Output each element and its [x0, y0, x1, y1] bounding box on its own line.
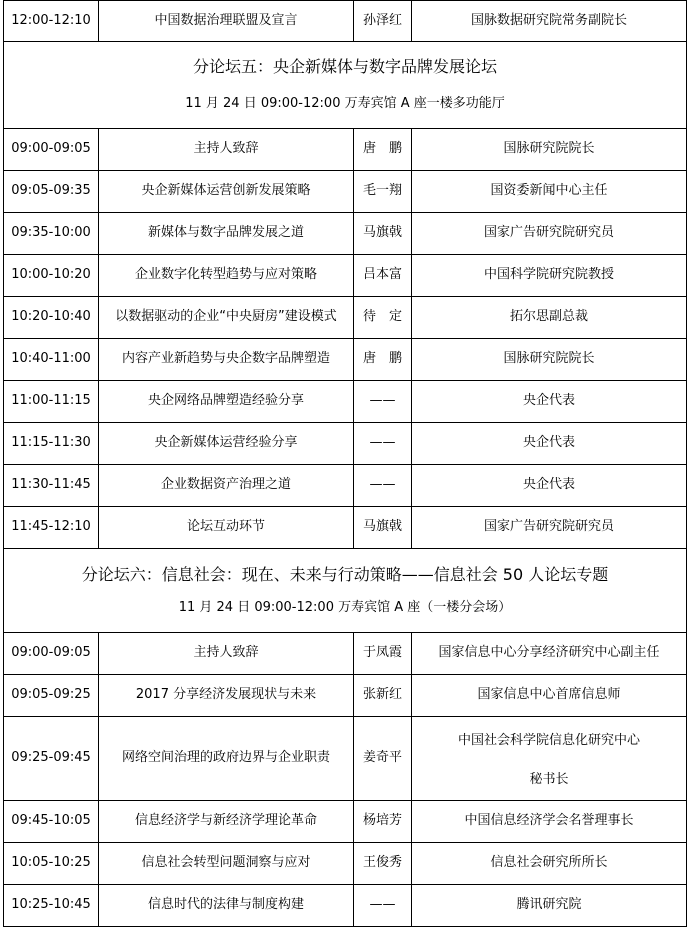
table-row	[4, 675, 687, 717]
org-cell: 国家广告研究院研究员	[412, 507, 687, 549]
speaker-cell: 待 定	[354, 297, 412, 339]
speaker-cell: 孙泽红	[354, 1, 412, 42]
time-cell: 10:20-10:40	[4, 297, 99, 339]
agenda-table	[3, 0, 687, 927]
table-row	[4, 129, 687, 171]
forum-subtitle: 11 月 24 日 09:00-12:00 万寿宾馆 A 座一楼多功能厅	[185, 96, 505, 111]
time-cell: 09:05-09:25	[4, 675, 99, 717]
speaker-cell: 唐 鹏	[354, 339, 412, 381]
forum-header-cell	[4, 42, 687, 129]
forum-header-cell	[4, 549, 687, 633]
topic-cell: 网络空间治理的政府边界与企业职责	[99, 717, 354, 801]
topic-cell: 央企新媒体运营经验分享	[99, 423, 354, 465]
org-cell: 中国信息经济学会名誉理事长	[412, 801, 687, 843]
org-cell	[412, 717, 687, 801]
speaker-cell: 马旗戟	[354, 213, 412, 255]
time-cell: 09:05-09:35	[4, 171, 99, 213]
org-cell: 国家信息中心分享经济研究中心副主任	[412, 633, 687, 675]
time-cell: 09:00-09:05	[4, 633, 99, 675]
topic-cell: 信息时代的法律与制度构建	[99, 885, 354, 927]
table-row	[4, 465, 687, 507]
org-line: 中国社会科学院信息化研究中心	[457, 733, 640, 749]
table-row	[4, 381, 687, 423]
org-cell: 国脉数据研究院常务副院长	[412, 1, 687, 42]
forum-header	[4, 549, 687, 633]
table-row	[4, 255, 687, 297]
org-cell: 拓尔思副总裁	[412, 297, 687, 339]
forum-title: 分论坛六：信息社会：现在、未来与行动策略——信息社会 50 人论坛专题	[81, 564, 609, 584]
org-cell: 中国科学院研究院教授	[412, 255, 687, 297]
topic-cell: 企业数字化转型趋势与应对策略	[99, 255, 354, 297]
topic-cell: 主持人致辞	[99, 633, 354, 675]
topic-cell: 以数据驱动的企业“中央厨房”建设模式	[99, 297, 354, 339]
topic-cell: 主持人致辞	[99, 129, 354, 171]
table-row	[4, 297, 687, 339]
org-cell: 国脉研究院院长	[412, 129, 687, 171]
table-row	[4, 339, 687, 381]
time-cell: 11:15-11:30	[4, 423, 99, 465]
speaker-cell: ——	[354, 381, 412, 423]
time-cell: 10:40-11:00	[4, 339, 99, 381]
topic-cell: 中国数据治理联盟及宣言	[99, 1, 354, 42]
topic-cell: 央企网络品牌塑造经验分享	[99, 381, 354, 423]
speaker-cell: ——	[354, 465, 412, 507]
speaker-cell: 吕本富	[354, 255, 412, 297]
org-cell: 国家信息中心首席信息师	[412, 675, 687, 717]
speaker-cell: 马旗戟	[354, 507, 412, 549]
speaker-cell: 张新红	[354, 675, 412, 717]
org-cell: 腾讯研究院	[412, 885, 687, 927]
speaker-cell: 于凤霞	[354, 633, 412, 675]
time-cell: 10:05-10:25	[4, 843, 99, 885]
table-row	[4, 885, 687, 927]
speaker-cell: 王俊秀	[354, 843, 412, 885]
org-cell: 央企代表	[412, 465, 687, 507]
time-cell: 11:00-11:15	[4, 381, 99, 423]
time-cell: 11:45-12:10	[4, 507, 99, 549]
speaker-cell: 姜奇平	[354, 717, 412, 801]
speaker-cell: 唐 鹏	[354, 129, 412, 171]
topic-cell: 信息经济学与新经济学理论革命	[99, 801, 354, 843]
org-cell: 国脉研究院院长	[412, 339, 687, 381]
speaker-cell: 杨培芳	[354, 801, 412, 843]
org-cell: 信息社会研究所所长	[412, 843, 687, 885]
time-cell: 10:00-10:20	[4, 255, 99, 297]
speaker-cell: ——	[354, 423, 412, 465]
table-row	[4, 171, 687, 213]
org-line: 秘书长	[529, 771, 569, 787]
org-cell: 央企代表	[412, 381, 687, 423]
time-cell: 10:25-10:45	[4, 885, 99, 927]
topic-cell: 央企新媒体运营创新发展策略	[99, 171, 354, 213]
topic-cell: 新媒体与数字品牌发展之道	[99, 213, 354, 255]
forum-subtitle: 11 月 24 日 09:00-12:00 万寿宾馆 A 座（一楼分会场）	[178, 599, 512, 615]
table-row	[4, 1, 687, 42]
table-row	[4, 213, 687, 255]
forum-title: 分论坛五：央企新媒体与数字品牌发展论坛	[192, 57, 497, 76]
topic-cell: 内容产业新趋势与央企数字品牌塑造	[99, 339, 354, 381]
topic-cell: 企业数据资产治理之道	[99, 465, 354, 507]
time-cell: 09:00-09:05	[4, 129, 99, 171]
time-cell: 11:30-11:45	[4, 465, 99, 507]
org-cell: 国资委新闻中心主任	[412, 171, 687, 213]
time-cell: 09:45-10:05	[4, 801, 99, 843]
org-cell: 国家广告研究院研究员	[412, 213, 687, 255]
topic-cell: 信息社会转型问题洞察与应对	[99, 843, 354, 885]
topic-cell: 2017 分享经济发展现状与未来	[99, 675, 354, 717]
time-cell: 09:25-09:45	[4, 717, 99, 801]
table-row	[4, 507, 687, 549]
table-row	[4, 843, 687, 885]
table-row	[4, 423, 687, 465]
org-cell: 央企代表	[412, 423, 687, 465]
time-cell: 12:00-12:10	[4, 1, 99, 42]
time-cell: 09:35-10:00	[4, 213, 99, 255]
table-row	[4, 801, 687, 843]
forum-header	[4, 42, 687, 129]
table-row	[4, 633, 687, 675]
topic-cell: 论坛互动环节	[99, 507, 354, 549]
table-row	[4, 717, 687, 801]
speaker-cell: 毛一翔	[354, 171, 412, 213]
speaker-cell: ——	[354, 885, 412, 927]
